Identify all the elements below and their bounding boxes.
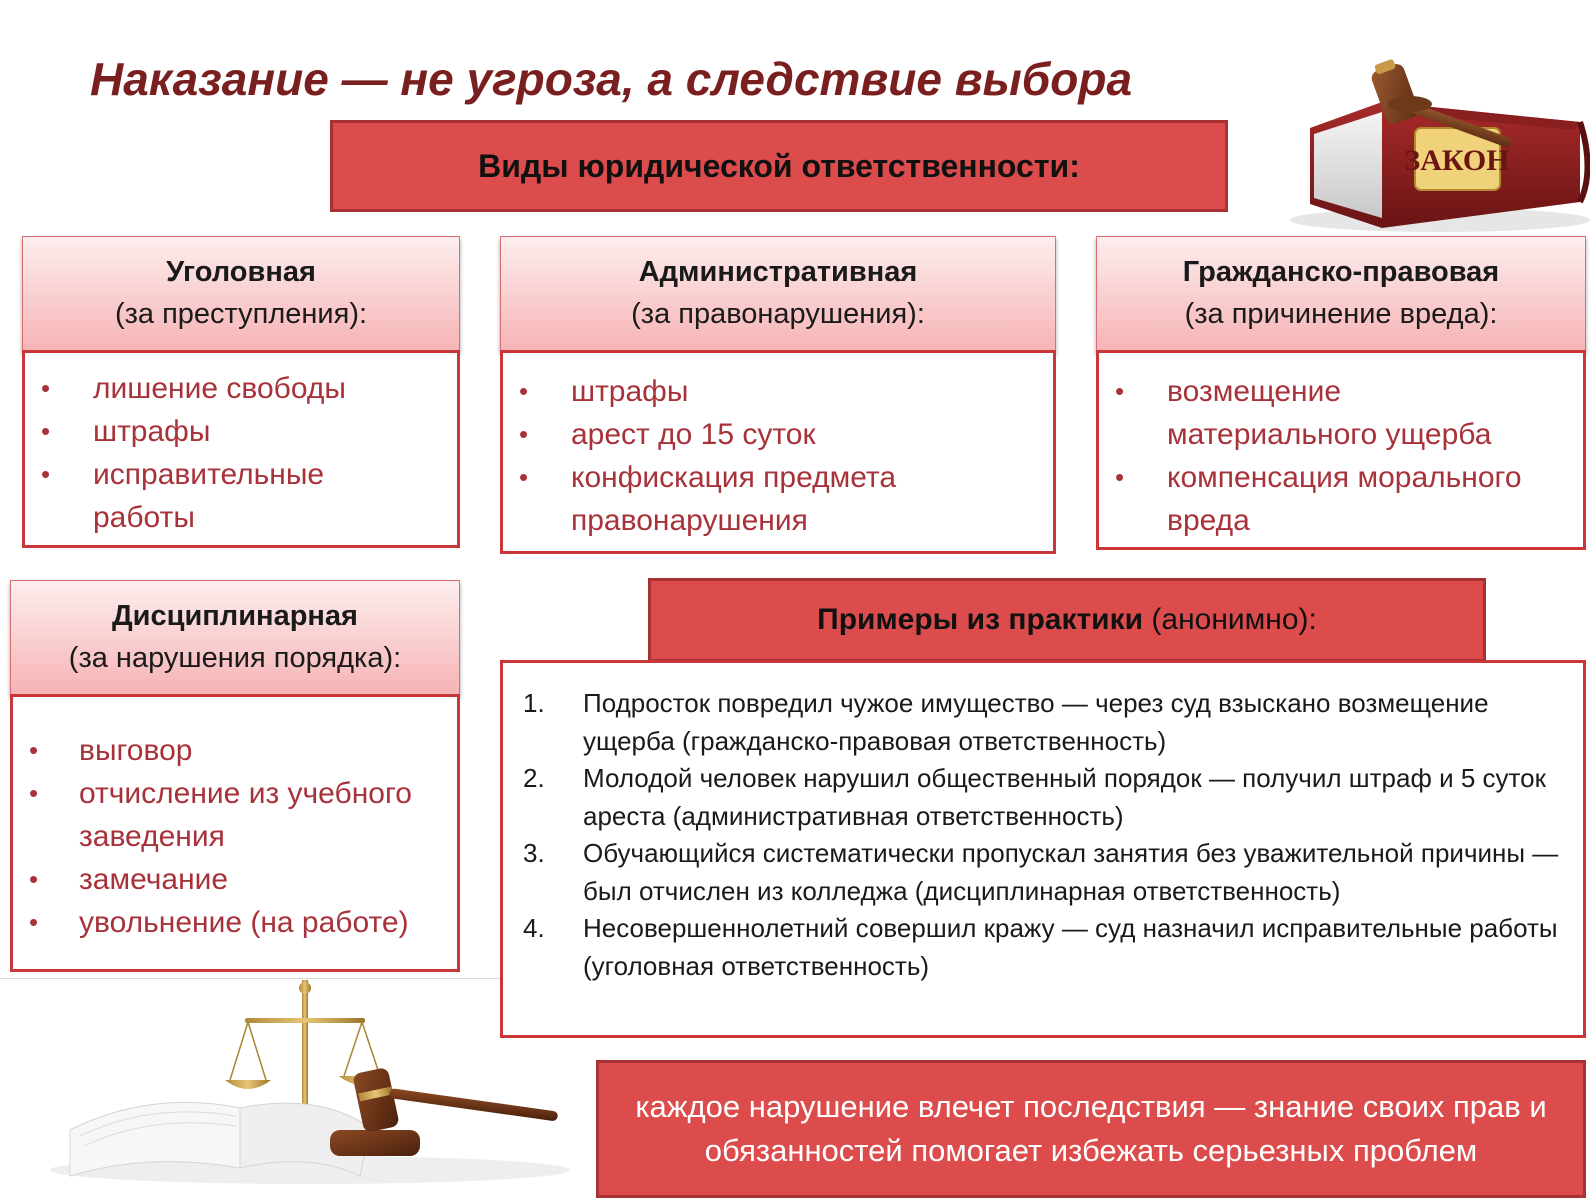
page-title: Наказание — не угроза, а следствие выбора <box>90 53 1133 105</box>
category-subtitle: (за причинение вреда): <box>1184 298 1498 330</box>
category-list-criminal <box>22 350 460 548</box>
example-item <box>523 685 1567 760</box>
category-subtitle: (за нарушения порядка): <box>68 642 402 674</box>
list-item: • увольнение (на работе) <box>13 901 457 944</box>
example-text: Обучающийся систематически пропускал занятия без уважительной причины — был отчислен из колледжа (дисциплинарная ответственность) <box>583 838 1559 906</box>
law-book-gavel-icon <box>1290 42 1590 232</box>
scales-book-gavel-icon <box>40 980 580 1190</box>
divider-line <box>0 978 500 979</box>
example-item <box>523 835 1567 910</box>
list-item: • отчисление из учебного заведения <box>13 772 457 858</box>
list-item: • возмещение материального ущерба <box>1099 370 1583 456</box>
category-name: Гражданско-правовая <box>1182 256 1500 288</box>
example-text: Подросток повредил чужое имущество — через суд взыскано возмещение ущерба (гражданско-правовая ответственность) <box>583 688 1489 756</box>
category-list-civil <box>1096 350 1586 550</box>
examples-list <box>500 660 1586 1038</box>
category-subtitle: (за преступления): <box>114 298 368 330</box>
conclusion-box: каждое нарушение влечет последствия — знание своих прав и обязанностей помогает избежать серьезных проблем <box>596 1060 1586 1198</box>
examples-header <box>648 578 1486 662</box>
category-name: Уголовная <box>166 256 316 288</box>
list-item: • штрафы <box>25 410 457 453</box>
example-number: 3. <box>523 838 545 868</box>
book-label: ЗАКОН <box>1404 144 1510 177</box>
category-list-administrative <box>500 350 1056 554</box>
category-header-criminal <box>22 236 460 352</box>
category-subtitle: (за правонарушения): <box>631 298 925 330</box>
banner-title: Виды юридической ответственности: <box>330 120 1228 212</box>
examples-title-rest: (анонимно): <box>1143 603 1317 636</box>
example-item <box>523 910 1567 985</box>
category-name: Дисциплинарная <box>112 600 358 632</box>
example-text: Несовершеннолетний совершил кражу — суд назначил исправительные работы (уголовная ответственность) <box>583 913 1558 981</box>
example-number: 1. <box>523 688 545 718</box>
example-item <box>523 760 1567 835</box>
category-list-disciplinary <box>10 694 460 972</box>
list-item: • исправительные работы <box>25 453 457 539</box>
category-name: Административная <box>638 256 918 288</box>
category-header-civil <box>1096 236 1586 352</box>
list-item: • арест до 15 суток <box>503 413 1053 456</box>
list-item: • компенсация морального вреда <box>1099 456 1583 542</box>
category-header-administrative <box>500 236 1056 352</box>
examples-title-bold: Примеры из практики <box>817 603 1144 636</box>
list-item: • замечание <box>13 858 457 901</box>
list-item: • лишение свободы <box>25 367 457 410</box>
list-item: • конфискация предмета правонарушения <box>503 456 1053 542</box>
category-header-disciplinary <box>10 580 460 696</box>
list-item: • выговор <box>13 729 457 772</box>
example-number: 2. <box>523 763 545 793</box>
example-text: Молодой человек нарушил общественный порядок — получил штраф и 5 суток ареста (административная ответственность) <box>583 763 1546 831</box>
example-number: 4. <box>523 913 545 943</box>
list-item: • штрафы <box>503 370 1053 413</box>
